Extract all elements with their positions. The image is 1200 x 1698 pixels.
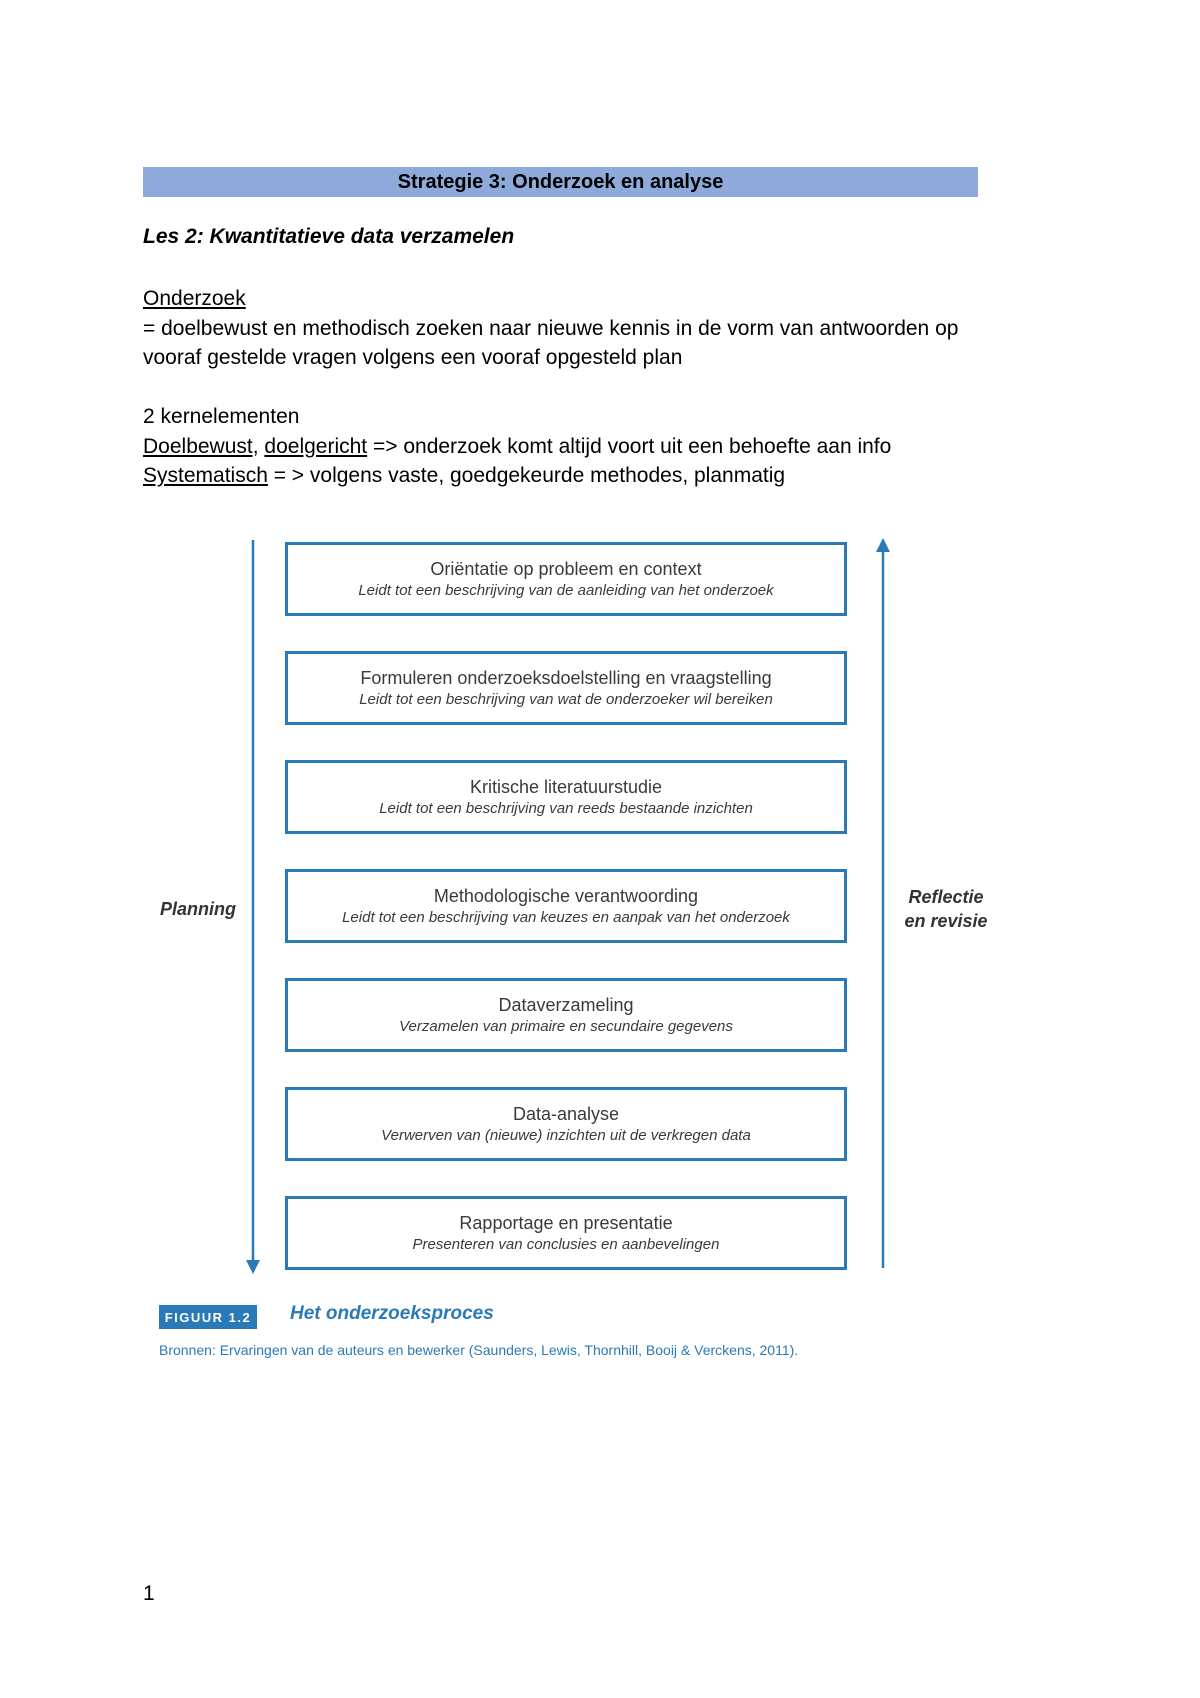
process-step-title: Data-analyse [512, 1103, 620, 1124]
section-heading-bar [143, 167, 978, 197]
research-process-figure [143, 520, 1007, 1372]
definition-term: Onderzoek [143, 287, 246, 310]
process-step-subtitle: Presenteren van conclusies en aanbevelingen [412, 1235, 720, 1253]
process-step-subtitle: Verwerven van (nieuwe) inzichten uit de verkregen data [381, 1126, 751, 1144]
process-step [285, 978, 847, 1052]
figure-title: Het onderzoeksproces [290, 1303, 494, 1324]
process-step-title: Rapportage en presentatie [459, 1212, 673, 1233]
process-step-subtitle: Leidt tot een beschrijving van de aanleiding van het onderzoek [358, 581, 774, 599]
process-step-subtitle: Verzamelen van primaire en secundaire gegevens [399, 1017, 733, 1035]
reflection-arrow-head [876, 538, 890, 552]
process-step-title: Methodologische verantwoording [433, 885, 699, 906]
kernelement-text-1: => onderzoek komt altijd voort uit een behoefte aan info [367, 434, 892, 458]
process-step-title: Kritische literatuurstudie [469, 776, 663, 797]
kernelement-term-systematisch: Systematisch [143, 464, 268, 487]
kernelement-item-1 [143, 432, 1043, 462]
definition-block [143, 284, 1043, 373]
kernelement-term-doelbewust: Doelbewust, [143, 434, 259, 458]
process-step [285, 760, 847, 834]
reflection-label-line-2: en revisie [904, 911, 988, 931]
figure-number-badge: FIGUUR 1.2 [159, 1305, 257, 1329]
kernelementen-block [143, 402, 1043, 491]
kernelement-item-2 [143, 461, 1043, 491]
figure-source: Bronnen: Ervaringen van de auteurs en bewerker (Saunders, Lewis, Thornhill, Booij & Verckens, 2011). [159, 1342, 799, 1358]
kernelement-text-2: = > volgens vaste, goedgekeurde methodes, planmatig [267, 464, 786, 487]
process-step-title: Oriëntatie op probleem en context [430, 558, 702, 579]
section-heading: Strategie 3: Onderzoek en analyse [397, 171, 724, 193]
definition-line-2: vooraf gestelde vragen volgens een vooraf opgesteld plan [143, 346, 683, 369]
page-number: 1 [143, 1582, 155, 1605]
process-step [285, 869, 847, 943]
reflection-label [885, 885, 1007, 933]
process-step [285, 651, 847, 725]
process-step-title: Formuleren onderzoeksdoelstelling en vraagstelling [360, 667, 772, 688]
process-step [285, 542, 847, 616]
reflection-label-line-1: Reflectie [908, 887, 984, 907]
process-step [285, 1196, 847, 1270]
definition-line-1: = doelbewust en methodisch zoeken naar nieuwe kennis in de vorm van antwoorden op [143, 316, 959, 340]
planning-arrow-head [246, 1260, 260, 1274]
process-step-subtitle: Leidt tot een beschrijving van wat de onderzoeker wil bereiken [359, 690, 773, 708]
kernelement-term-doelgericht: doelgericht [264, 434, 368, 458]
process-step-title: Dataverzameling [498, 994, 634, 1015]
process-step-subtitle: Leidt tot een beschrijving van keuzes en aanpak van het onderzoek [342, 908, 790, 926]
lesson-title: Les 2: Kwantitatieve data verzamelen [143, 225, 515, 248]
kernelementen-heading: 2 kernelementen [143, 405, 300, 428]
process-step [285, 1087, 847, 1161]
process-step-subtitle: Leidt tot een beschrijving van reeds bestaande inzichten [379, 799, 753, 817]
planning-label: Planning [160, 899, 236, 919]
